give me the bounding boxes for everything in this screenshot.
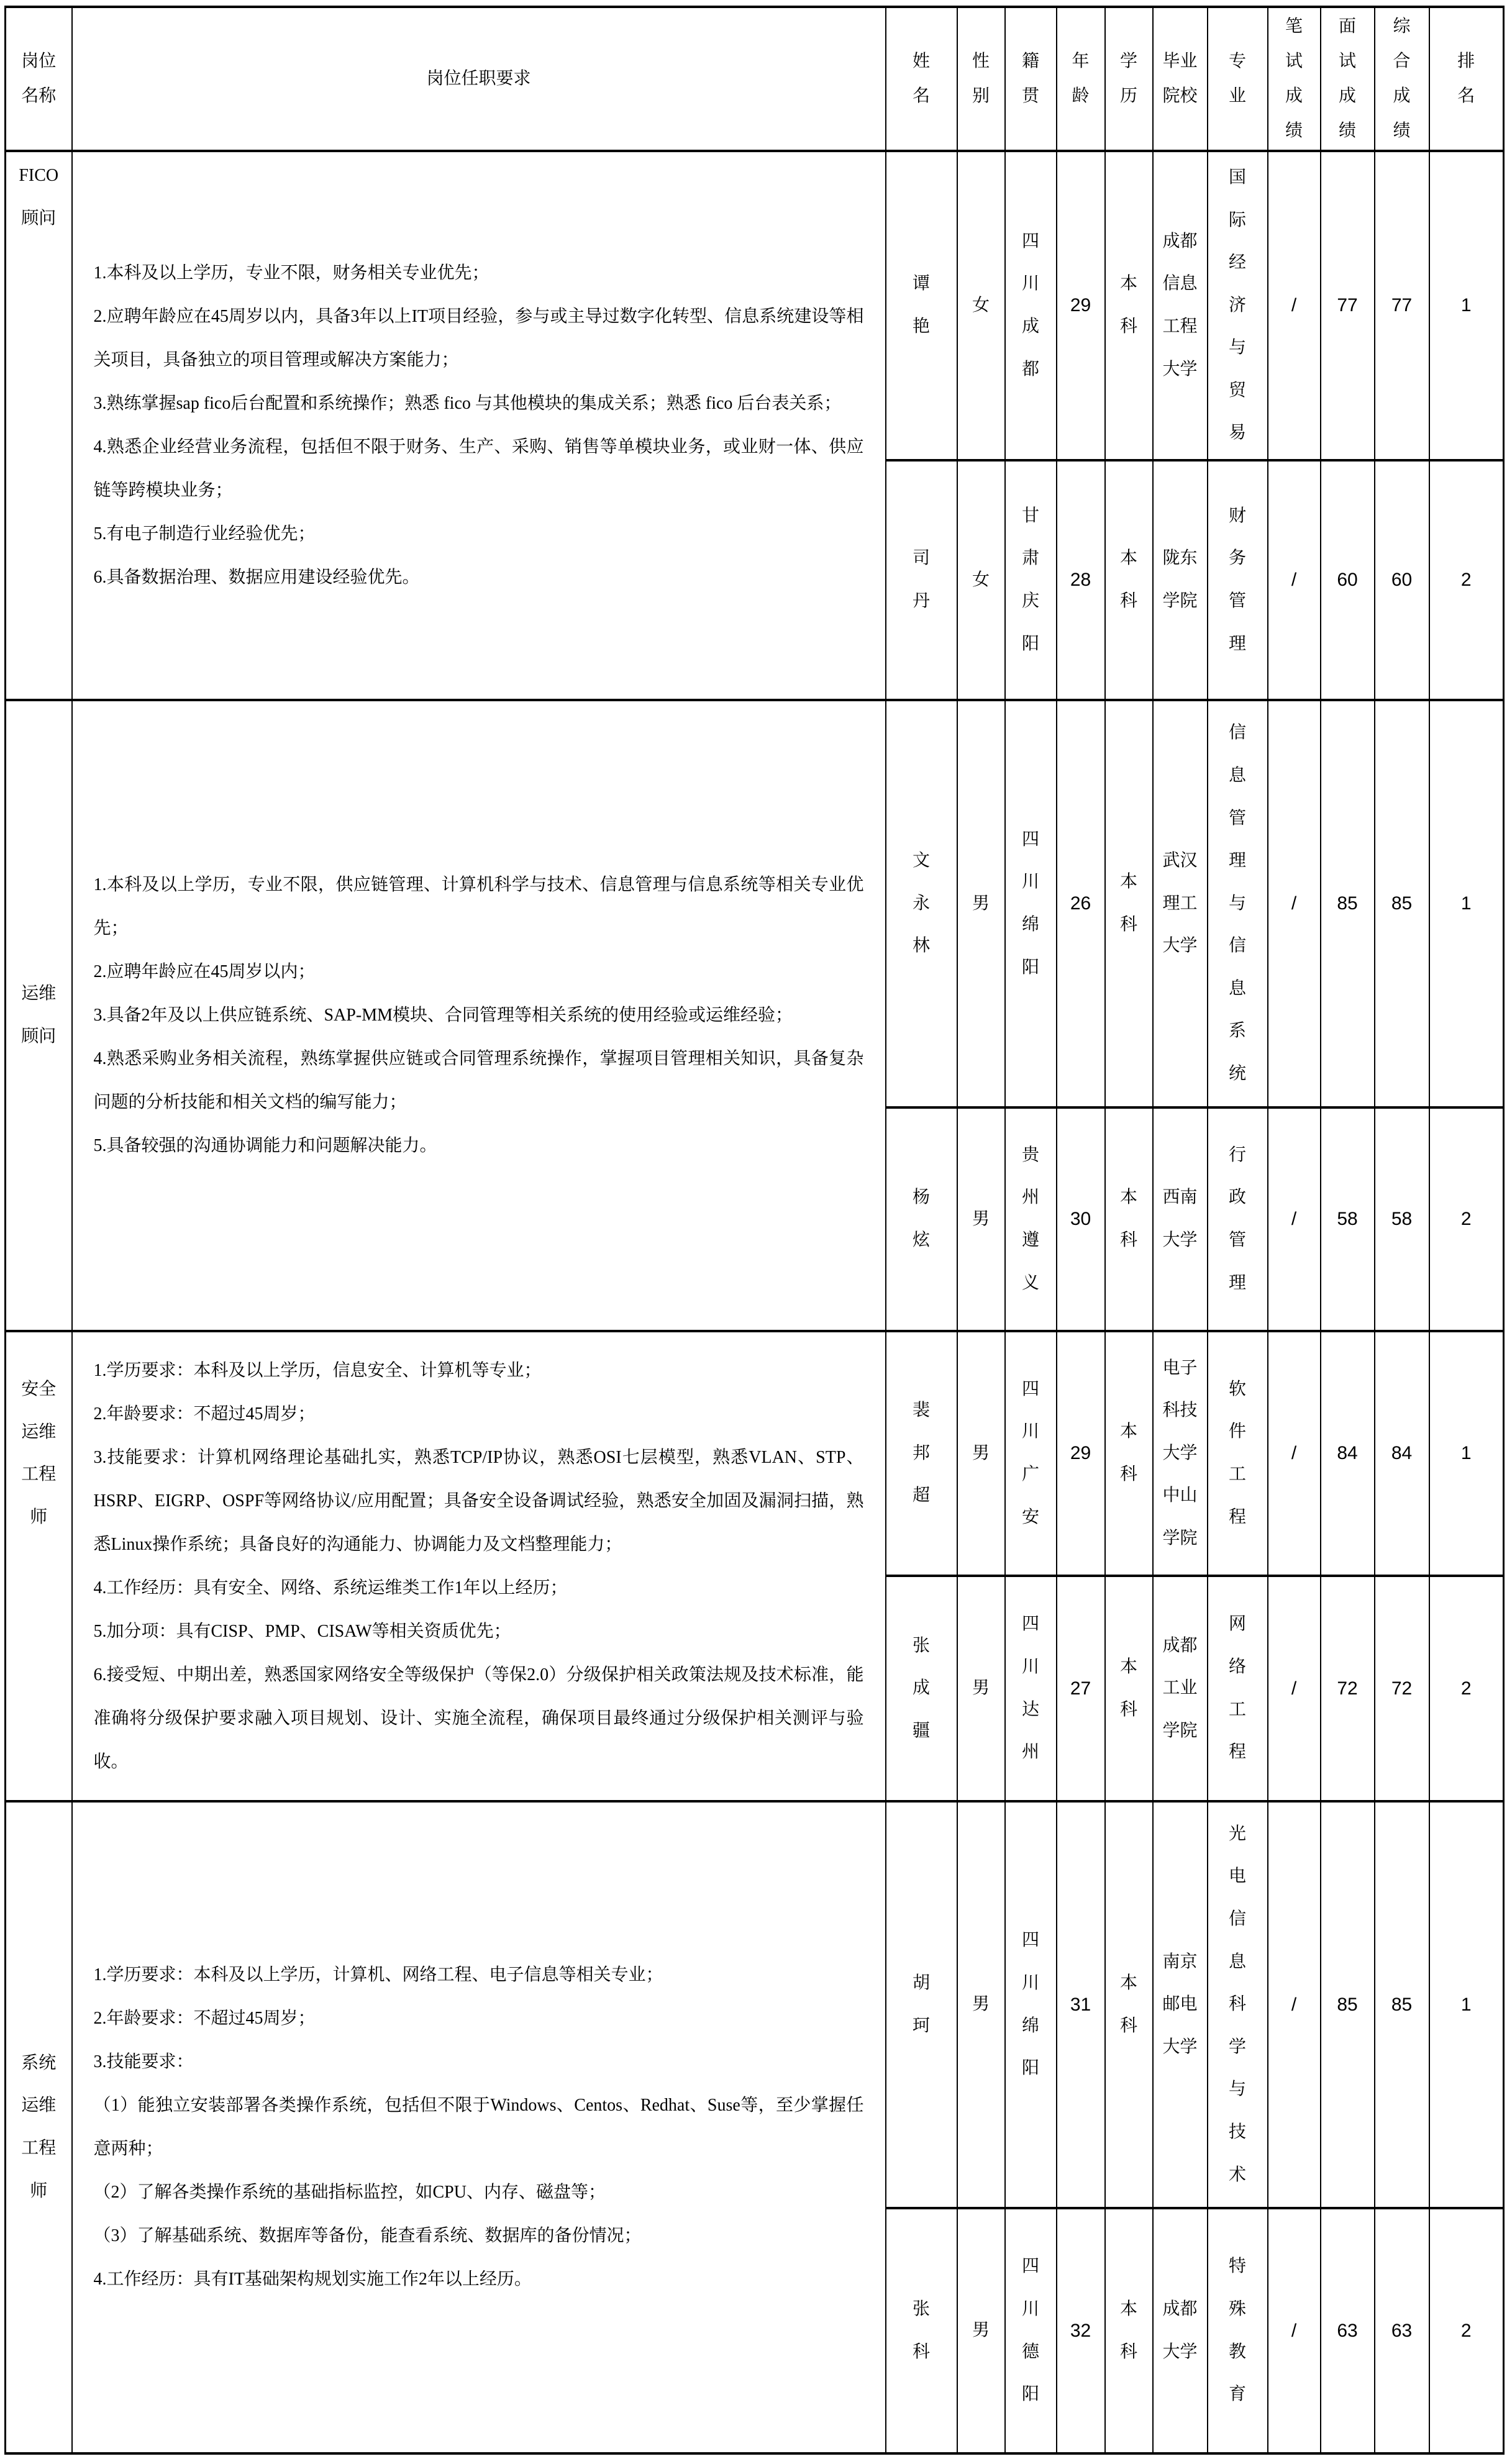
header-rank: 排名 — [1429, 7, 1504, 151]
requirements-cell — [72, 151, 886, 700]
interview-score-cell: 85 — [1321, 700, 1375, 1107]
native-place-cell: 贵州遵义 — [1005, 1107, 1057, 1331]
header-age: 年龄 — [1057, 7, 1105, 151]
written-score-cell: / — [1268, 151, 1321, 460]
age-cell: 29 — [1057, 151, 1105, 460]
school-cell: 武汉理工大学 — [1153, 700, 1208, 1107]
school-cell: 电子科技大学中山学院 — [1153, 1331, 1208, 1576]
requirements-cell — [72, 700, 886, 1331]
written-score-cell: / — [1268, 2208, 1321, 2453]
position-name-cell — [6, 1801, 72, 2453]
position-name-line: 运维 — [21, 984, 57, 1004]
age-cell: 26 — [1057, 700, 1105, 1107]
school-cell: 成都大学 — [1153, 2208, 1208, 2453]
gender-cell: 女 — [957, 151, 1005, 460]
overall-score-cell: 72 — [1375, 1576, 1429, 1801]
position-name-line: FICO — [19, 166, 59, 185]
interview-score-cell: 77 — [1321, 151, 1375, 460]
header-gender: 性别 — [957, 7, 1005, 151]
overall-score-cell: 77 — [1375, 151, 1429, 460]
education-cell: 本科 — [1105, 460, 1153, 700]
requirement-item: 5.有电子制造行业经验优先； — [93, 524, 316, 543]
overall-score-cell: 63 — [1375, 2208, 1429, 2453]
requirement-item: 5.加分项：具有CISP、PMP、CISAW等相关资质优先； — [93, 1621, 511, 1641]
position-name-line: 顾问 — [21, 208, 57, 228]
position-name-line: 工程 — [21, 2139, 57, 2158]
rank-cell: 1 — [1429, 1331, 1504, 1576]
interview-score-cell: 58 — [1321, 1107, 1375, 1331]
requirement-item: 4.工作经历：具有安全、网络、系统运维类工作1年以上经历； — [93, 1578, 568, 1598]
requirement-item: 4.熟悉企业经营业务流程，包括但不限于财务、生产、采购、销售等单模块业务，或业财一体、供应链等跨模块业务； — [93, 437, 864, 500]
candidate-name-cell: 文永林 — [886, 700, 957, 1107]
rank-cell: 2 — [1429, 2208, 1504, 2453]
gender-cell: 男 — [957, 1576, 1005, 1801]
age-cell: 31 — [1057, 1801, 1105, 2208]
header-major: 专业 — [1208, 7, 1268, 151]
rank-cell: 1 — [1429, 151, 1504, 460]
native-place-cell: 甘肃庆阳 — [1005, 460, 1057, 700]
header-overall-score: 综合成绩 — [1375, 7, 1429, 151]
school-cell: 西南大学 — [1153, 1107, 1208, 1331]
position-name-cell — [6, 1331, 72, 1801]
candidate-name-cell: 胡珂 — [886, 1801, 957, 2208]
rank-cell: 2 — [1429, 460, 1504, 700]
written-score-cell: / — [1268, 1576, 1321, 1801]
requirement-item: 3.熟练掌握sap fico后台配置和系统操作；熟悉 fico 与其他模块的集成关系；熟悉 fico 后台表关系； — [93, 394, 842, 413]
education-cell: 本科 — [1105, 1107, 1153, 1331]
candidate-name-cell: 谭艳 — [886, 151, 957, 460]
gender-cell: 男 — [957, 1801, 1005, 2208]
requirement-item: （2）了解各类操作系统的基础指标监控，如CPU、内存、磁盘等； — [93, 2183, 606, 2202]
education-cell: 本科 — [1105, 1801, 1153, 2208]
recruitment-results-table — [4, 6, 1505, 2455]
school-cell: 南京邮电大学 — [1153, 1801, 1208, 2208]
header-native-place: 籍贯 — [1005, 7, 1057, 151]
header-row — [6, 7, 1504, 151]
interview-score-cell: 85 — [1321, 1801, 1375, 2208]
written-score-cell: / — [1268, 1107, 1321, 1331]
school-cell: 成都信息工程大学 — [1153, 151, 1208, 460]
rank-cell: 2 — [1429, 1107, 1504, 1331]
candidate-row — [6, 1801, 1504, 2208]
age-cell: 32 — [1057, 2208, 1105, 2453]
header-name: 姓名 — [886, 7, 957, 151]
overall-score-cell: 85 — [1375, 700, 1429, 1107]
gender-cell: 男 — [957, 1107, 1005, 1331]
requirement-item: 6.具备数据治理、数据应用建设经验优先。 — [93, 568, 420, 587]
candidate-row — [6, 1331, 1504, 1576]
requirement-item: 3.具备2年及以上供应链系统、SAP-MM模块、合同管理等相关系统的使用经验或运维经验； — [93, 1006, 793, 1025]
header-education: 学历 — [1105, 7, 1153, 151]
native-place-cell: 四川达州 — [1005, 1576, 1057, 1801]
candidate-name-cell: 裴邦超 — [886, 1331, 957, 1576]
interview-score-cell: 63 — [1321, 2208, 1375, 2453]
header-school: 毕业院校 — [1153, 7, 1208, 151]
native-place-cell: 四川绵阳 — [1005, 700, 1057, 1107]
education-cell: 本科 — [1105, 1576, 1153, 1801]
age-cell: 29 — [1057, 1331, 1105, 1576]
gender-cell: 男 — [957, 700, 1005, 1107]
candidate-name-cell: 张成疆 — [886, 1576, 957, 1801]
major-cell: 信息管理与信息系统 — [1208, 700, 1268, 1107]
candidate-row — [6, 151, 1504, 460]
major-cell: 财务管理 — [1208, 460, 1268, 700]
age-cell: 27 — [1057, 1576, 1105, 1801]
header-requirements: 岗位任职要求 — [72, 7, 886, 151]
requirement-item: 1.本科及以上学历，专业不限，供应链管理、计算机科学与技术、信息管理与信息系统等相关专业优先； — [93, 875, 864, 938]
position-name-line: 师 — [30, 1507, 48, 1527]
requirement-item: 2.应聘年龄应在45周岁以内，具备3年以上IT项目经验，参与或主导过数字化转型、信息系统建设等相关项目，具备独立的项目管理或解决方案能力； — [93, 307, 864, 370]
rank-cell: 1 — [1429, 700, 1504, 1107]
requirement-item: 3.技能要求： — [93, 2052, 194, 2071]
position-name-line: 运维 — [21, 2096, 57, 2116]
rank-cell: 1 — [1429, 1801, 1504, 2208]
interview-score-cell: 72 — [1321, 1576, 1375, 1801]
major-cell: 光电信息科学与技术 — [1208, 1801, 1268, 2208]
overall-score-cell: 60 — [1375, 460, 1429, 700]
position-name-cell — [6, 700, 72, 1331]
candidate-name-cell: 杨炫 — [886, 1107, 957, 1331]
native-place-cell: 四川广安 — [1005, 1331, 1057, 1576]
native-place-cell: 四川绵阳 — [1005, 1801, 1057, 2208]
header-position-name: 岗位名称 — [6, 7, 72, 151]
written-score-cell: / — [1268, 460, 1321, 700]
position-name-line: 顾问 — [21, 1027, 57, 1046]
position-name-line: 系统 — [21, 2053, 57, 2073]
gender-cell: 男 — [957, 2208, 1005, 2453]
age-cell: 28 — [1057, 460, 1105, 700]
gender-cell: 男 — [957, 1331, 1005, 1576]
requirements-cell — [72, 1801, 886, 2453]
written-score-cell: / — [1268, 1331, 1321, 1576]
requirement-item: 2.应聘年龄应在45周岁以内； — [93, 962, 316, 981]
requirement-item: 4.熟悉采购业务相关流程，熟练掌握供应链或合同管理系统操作，掌握项目管理相关知识，具备复杂问题的分析技能和相关文档的编写能力； — [93, 1049, 864, 1112]
gender-cell: 女 — [957, 460, 1005, 700]
age-cell: 30 — [1057, 1107, 1105, 1331]
position-name-line: 工程 — [21, 1465, 57, 1484]
overall-score-cell: 58 — [1375, 1107, 1429, 1331]
interview-score-cell: 60 — [1321, 460, 1375, 700]
major-cell: 网络工程 — [1208, 1576, 1268, 1801]
requirement-item: 1.学历要求：本科及以上学历，计算机、网络工程、电子信息等相关专业； — [93, 1965, 663, 1984]
requirement-item: （3）了解基础系统、数据库等备份，能查看系统、数据库的备份情况； — [93, 2226, 642, 2245]
school-cell: 成都工业学院 — [1153, 1576, 1208, 1801]
candidate-row — [6, 700, 1504, 1107]
candidate-name-cell: 司丹 — [886, 460, 957, 700]
requirement-item: 1.本科及以上学历，专业不限，财务相关专业优先； — [93, 263, 489, 283]
position-name-cell — [6, 151, 72, 700]
overall-score-cell: 84 — [1375, 1331, 1429, 1576]
written-score-cell: / — [1268, 700, 1321, 1107]
header-interview-score: 面试成绩 — [1321, 7, 1375, 151]
position-name-line: 运维 — [21, 1422, 57, 1442]
requirement-item: 5.具备较强的沟通协调能力和问题解决能力。 — [93, 1136, 437, 1155]
position-name-line: 师 — [30, 2181, 48, 2201]
requirement-item: 6.接受短、中期出差，熟悉国家网络安全等级保护（等保2.0）分级保护相关政策法规及技术标准，能准确将分级保护要求融入项目规划、设计、实施全流程，确保项目最终通过分级保护相关测评与验收。 — [93, 1665, 864, 1771]
written-score-cell: / — [1268, 1801, 1321, 2208]
school-cell: 陇东学院 — [1153, 460, 1208, 700]
requirement-item: 2.年龄要求：不超过45周岁； — [93, 1404, 316, 1424]
education-cell: 本科 — [1105, 2208, 1153, 2453]
major-cell: 软件工程 — [1208, 1331, 1268, 1576]
overall-score-cell: 85 — [1375, 1801, 1429, 2208]
interview-score-cell: 84 — [1321, 1331, 1375, 1576]
requirement-item: 4.工作经历：具有IT基础架构规划实施工作2年以上经历。 — [93, 2270, 532, 2289]
major-cell: 国际经济与贸易 — [1208, 151, 1268, 460]
candidate-name-cell: 张科 — [886, 2208, 957, 2453]
native-place-cell: 四川成都 — [1005, 151, 1057, 460]
requirements-cell — [72, 1331, 886, 1801]
header-written-score: 笔试成绩 — [1268, 7, 1321, 151]
education-cell: 本科 — [1105, 151, 1153, 460]
position-name-line: 安全 — [21, 1380, 57, 1399]
education-cell: 本科 — [1105, 700, 1153, 1107]
native-place-cell: 四川德阳 — [1005, 2208, 1057, 2453]
major-cell: 特殊教育 — [1208, 2208, 1268, 2453]
education-cell: 本科 — [1105, 1331, 1153, 1576]
rank-cell: 2 — [1429, 1576, 1504, 1801]
requirement-item: （1）能独立安装部署各类操作系统，包括但不限于Windows、Centos、Redhat、Suse等，至少掌握任意两种； — [93, 2096, 864, 2158]
requirement-item: 3.技能要求：计算机网络理论基础扎实，熟悉TCP/IP协议，熟悉OSI七层模型，熟悉VLAN、STP、HSRP、EIGRP、OSPF等网络协议/应用配置；具备安全设备调试经验，熟悉安全加固及漏洞扫描，熟悉Linux操作系统；具备良好的沟通能力、协调能力及文档整理能力； — [93, 1447, 864, 1554]
requirement-item: 1.学历要求：本科及以上学历，信息安全、计算机等专业； — [93, 1360, 542, 1380]
major-cell: 行政管理 — [1208, 1107, 1268, 1331]
requirement-item: 2.年龄要求：不超过45周岁； — [93, 2009, 316, 2028]
